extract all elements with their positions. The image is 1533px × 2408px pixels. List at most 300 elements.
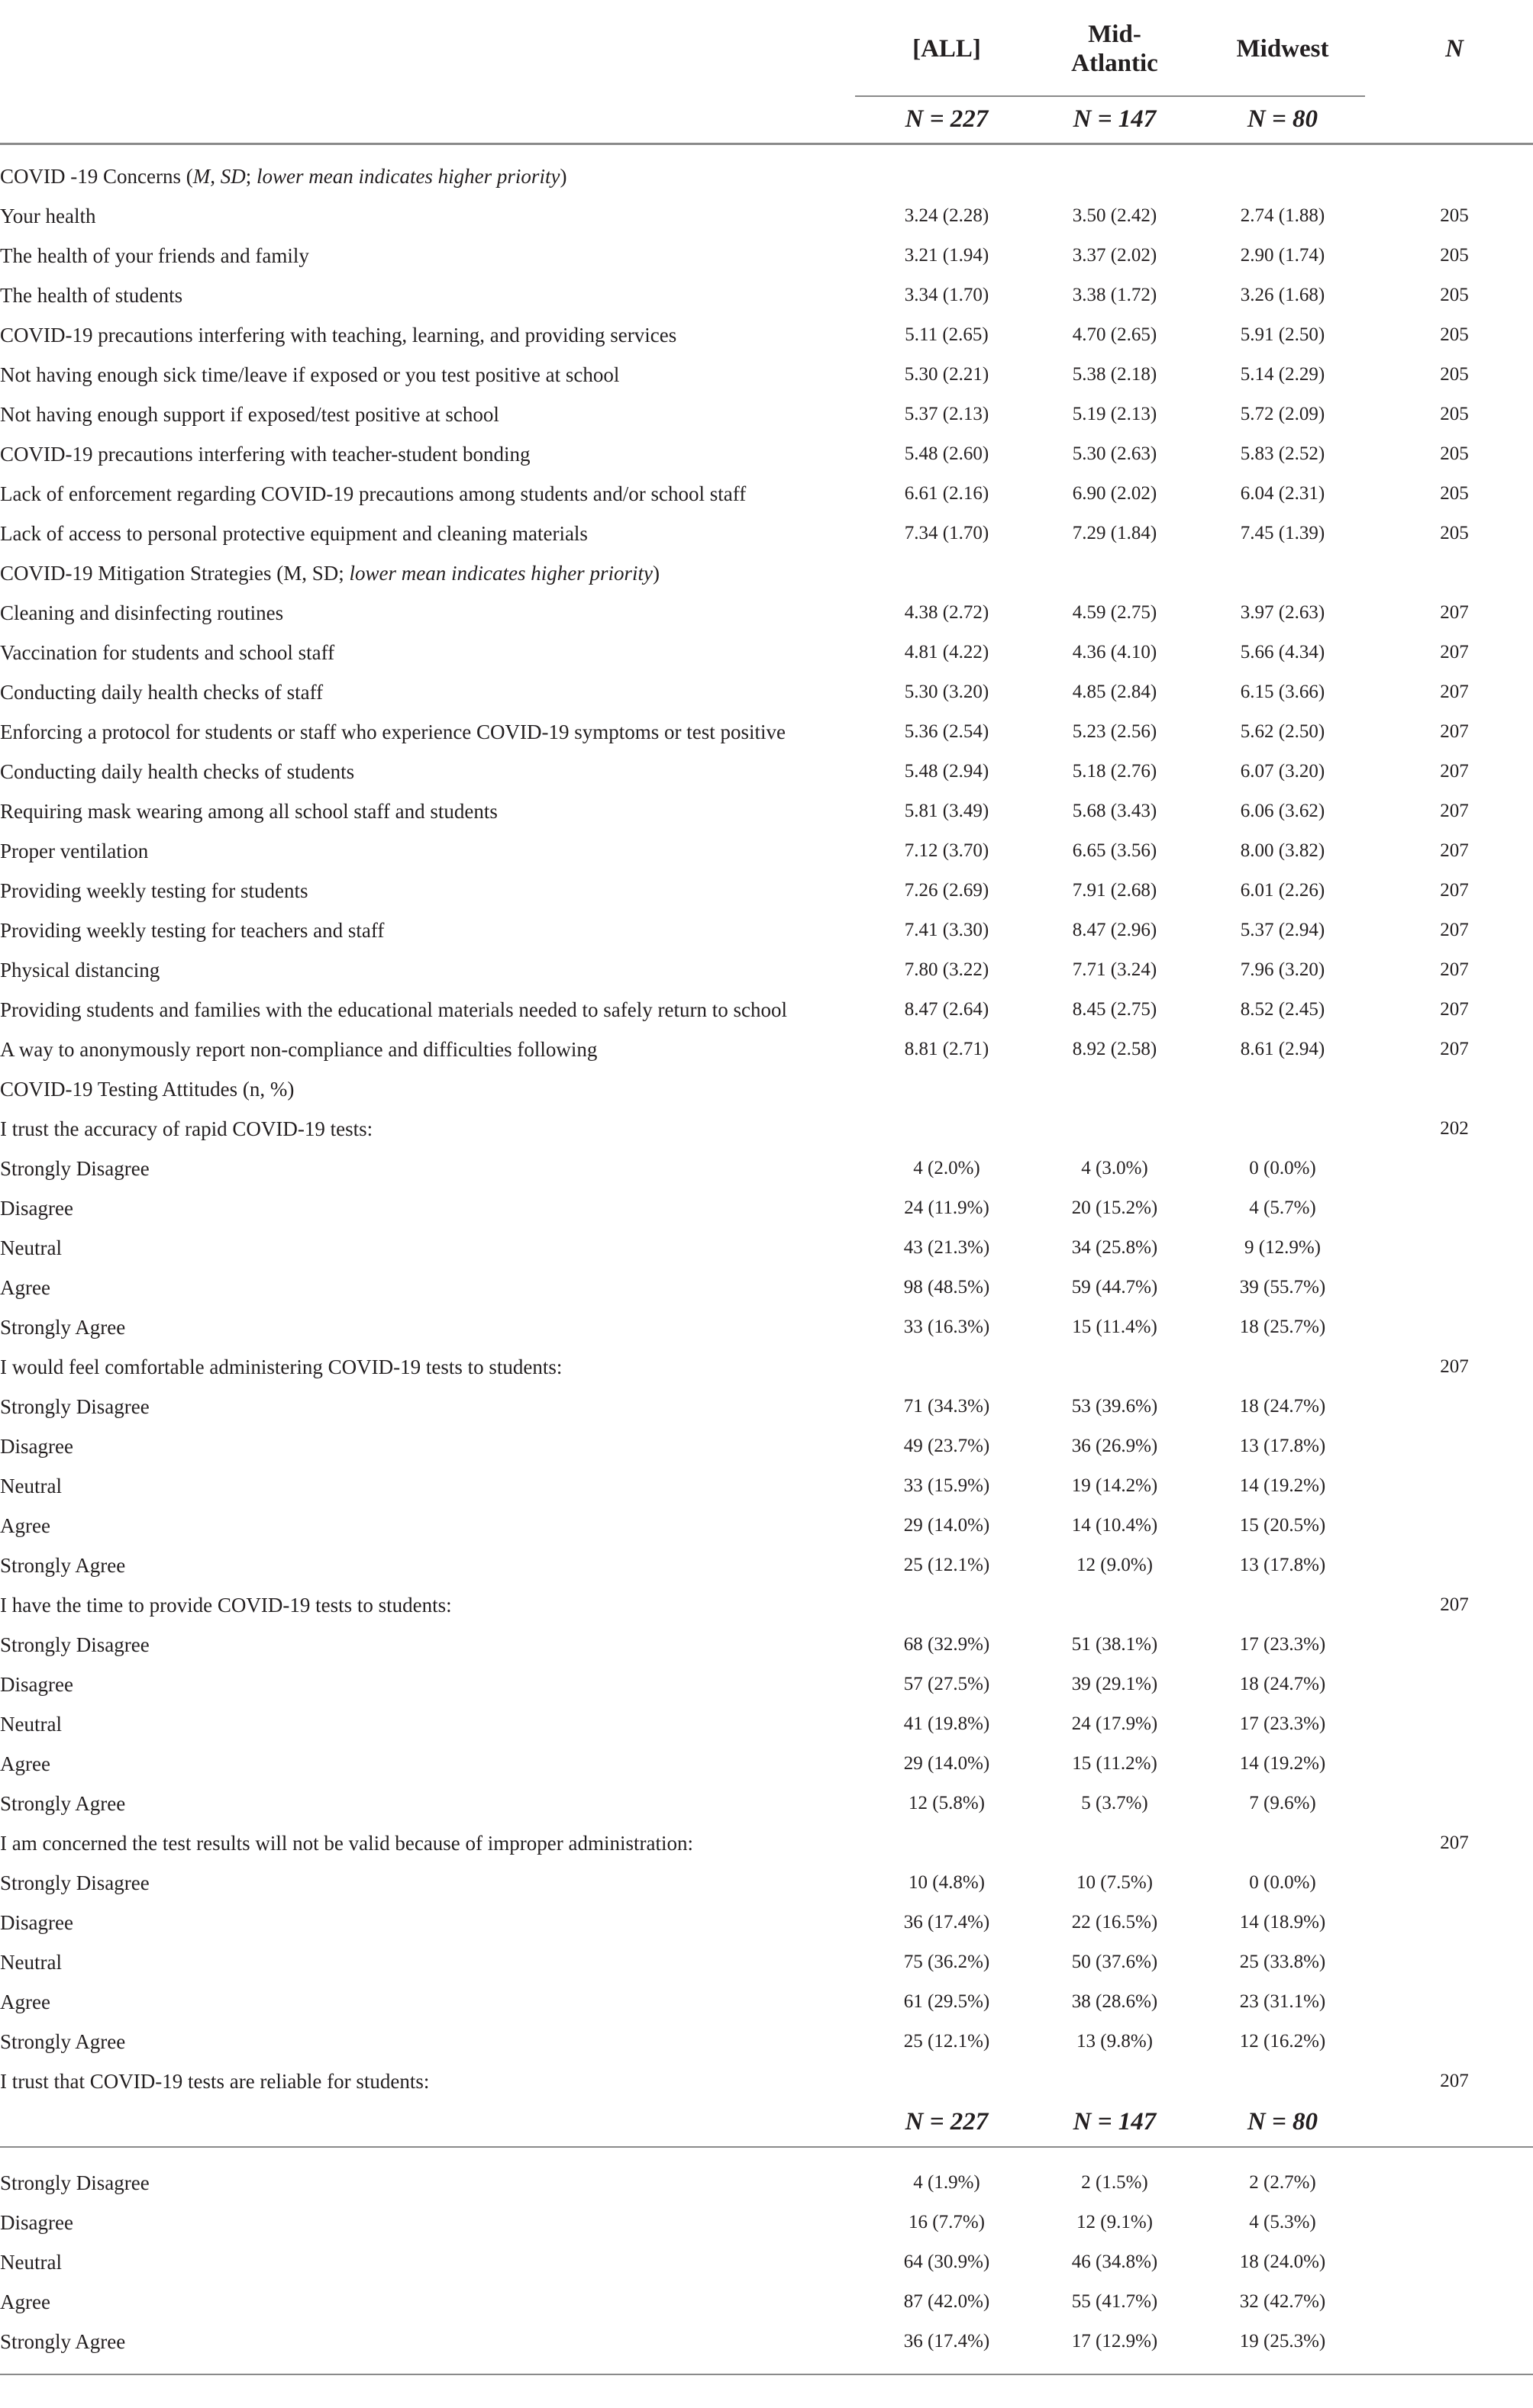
cell-mid-atlantic: 20 (15.2%) [1071,1198,1158,1218]
cell-mid-atlantic [1038,1823,1191,1863]
cell-n [1378,1506,1531,1546]
row-label: Neutral [0,1475,62,1497]
table-row [0,752,1533,791]
cell-mid-atlantic: 53 (39.6%) [1071,1396,1158,1417]
row-label: Proper ventilation [0,840,149,862]
mid-rule [0,2146,1533,2148]
cell-all: 7.80 (3.22) [904,959,989,980]
cell-midwest: 32 (42.7%) [1239,2291,1326,2312]
cell-all: 4.38 (2.72) [904,602,989,623]
cell-midwest: 6.07 (3.20) [1240,761,1325,782]
cell-mid-atlantic: 50 (37.6%) [1071,1952,1158,1972]
table-row [0,871,1533,911]
table-row [0,1506,1533,1546]
cell-midwest: 5.62 (2.50) [1240,721,1325,742]
table-row [0,1704,1533,1744]
cell-mid-atlantic: 5.38 (2.18) [1072,364,1157,385]
cell-mid-atlantic: 7.29 (1.84) [1072,523,1157,543]
cell-n [1378,1268,1531,1307]
table-row [0,2242,1533,2282]
row-label: Strongly Agree [0,1792,126,1815]
cell-midwest: 18 (24.7%) [1239,1396,1326,1417]
cell-n [1378,2282,1531,2322]
row-label: Your health [0,205,96,227]
row-label: Disagree [0,1435,73,1458]
table-row [0,2163,1533,2203]
row-label: The health of your friends and family [0,244,309,267]
cell-n [1378,1903,1531,1942]
cell-mid-atlantic: 14 (10.4%) [1071,1515,1158,1536]
cell-all: 7.41 (3.30) [904,920,989,940]
cell-mid-atlantic: 4.85 (2.84) [1072,682,1157,702]
cell-n: 207 [1440,1594,1469,1615]
cell-all: 3.34 (1.70) [904,285,989,305]
row-label: Neutral [0,2251,62,2274]
cell-n [1378,2163,1531,2203]
table-row [0,950,1533,990]
cell-midwest: 5.91 (2.50) [1240,324,1325,345]
cell-mid-atlantic: 39 (29.1%) [1071,1674,1158,1694]
cell-n [1378,1625,1531,1665]
table-row [0,1903,1533,1942]
cell-mid-atlantic: 55 (41.7%) [1071,2291,1158,2312]
cell-midwest: 5.83 (2.52) [1240,443,1325,464]
row-label: Vaccination for students and school staff [0,641,335,664]
cell-mid-atlantic: 5.18 (2.76) [1072,761,1157,782]
cell-all: 8.47 (2.64) [904,999,989,1020]
cell-mid-atlantic: 38 (28.6%) [1071,1991,1158,2012]
cell-mid-atlantic: 17 (12.9%) [1071,2331,1158,2352]
col-header-midwest: Midwest [1236,35,1329,63]
cell-all [870,1585,1023,1625]
cell-mid-atlantic: 5.19 (2.13) [1072,404,1157,424]
table-row [0,1585,1533,1625]
cell-midwest: 2 (2.7%) [1249,2172,1316,2193]
cell-all: 3.24 (2.28) [904,205,989,226]
cell-all: 3.21 (1.94) [904,245,989,266]
table-row [0,395,1533,434]
cell-n: 207 [1440,1356,1469,1377]
cell-mid-atlantic: 51 (38.1%) [1071,1634,1158,1655]
col-header-n: N [1445,35,1464,63]
cell-n [1378,1942,1531,1982]
table-row [0,1030,1533,1069]
row-label: Agree [0,1276,50,1299]
cell-mid-atlantic: 3.37 (2.02) [1072,245,1157,266]
cell-midwest: 4 (5.3%) [1249,2212,1316,2232]
section-testing: COVID-19 Testing Attitudes (n, %) [0,1078,295,1101]
cell-n: 205 [1440,324,1469,345]
cell-midwest: 18 (24.0%) [1239,2252,1326,2272]
row-label: Agree [0,1752,50,1775]
cell-all: 98 (48.5%) [903,1277,990,1297]
col-header-mid-line1: Mid- [1088,21,1141,48]
cell-midwest: 25 (33.8%) [1239,1952,1326,1972]
cell-mid-atlantic: 5.23 (2.56) [1072,721,1157,742]
cell-midwest: 13 (17.8%) [1239,1436,1326,1456]
cell-n [1378,1546,1531,1585]
cell-n: 207 [1440,1039,1469,1059]
row-label: Requiring mask wearing among all school staff and students [0,800,498,823]
table-row [0,1387,1533,1426]
table-row [0,1307,1533,1347]
cell-midwest: 8.52 (2.45) [1240,999,1325,1020]
cell-n: 207 [1440,642,1469,662]
table-row [0,1149,1533,1188]
table-row [0,276,1533,315]
cell-mid-atlantic: 22 (16.5%) [1071,1912,1158,1933]
table-row [0,712,1533,752]
row-label: Physical distancing [0,959,160,982]
row-label: Strongly Disagree [0,1633,150,1656]
cell-n: 205 [1440,245,1469,266]
row-label: COVID-19 precautions interfering with teacher-student bonding [0,443,531,466]
cell-midwest: 17 (23.3%) [1239,1634,1326,1655]
row-label: I trust that COVID-19 tests are reliable for students: [0,2070,430,2093]
cell-all [870,1823,1023,1863]
table-row [0,1188,1533,1228]
cell-midwest: 3.97 (2.63) [1240,602,1325,623]
row-label: Strongly Agree [0,1316,126,1339]
cell-n: 207 [1440,602,1469,623]
cell-all [870,2061,1023,2101]
cell-all: 4 (2.0%) [913,1158,980,1178]
cell-mid-atlantic: 4.59 (2.75) [1072,602,1157,623]
row-label: I would feel comfortable administering COVID-19 tests to students: [0,1356,563,1378]
cell-mid-atlantic: 5.30 (2.63) [1072,443,1157,464]
cell-all: 57 (27.5%) [903,1674,990,1694]
cell-mid-atlantic: 7.71 (3.24) [1072,959,1157,980]
cell-n: 207 [1440,1833,1469,1853]
cell-all: 7.12 (3.70) [904,840,989,861]
bottom-rule [0,2374,1533,2375]
cell-midwest: 23 (31.1%) [1239,1991,1326,2012]
row-label: Neutral [0,1951,62,1974]
cell-n: 205 [1440,364,1469,385]
row-label: Providing students and families with the educational materials needed to safely return to school [0,998,787,1021]
cell-midwest: 19 (25.3%) [1239,2331,1326,2352]
row-label: Strongly Agree [0,2030,126,2053]
cell-n: 207 [1440,2071,1469,2091]
cell-midwest: 8.00 (3.82) [1240,840,1325,861]
table-row [0,1347,1533,1387]
row-label: Conducting daily health checks of students [0,760,355,783]
cell-midwest: 7 (9.6%) [1249,1793,1316,1813]
row-label: I trust the accuracy of rapid COVID-19 tests: [0,1117,373,1140]
table-row [0,315,1533,355]
cell-mid-atlantic: 8.47 (2.96) [1072,920,1157,940]
row-label: Neutral [0,1236,62,1259]
cell-midwest [1206,2061,1359,2101]
table-row [0,434,1533,474]
cell-n [1378,1426,1531,1466]
cell-mid-atlantic: 7.91 (2.68) [1072,880,1157,901]
cell-midwest: 0 (0.0%) [1249,1872,1316,1893]
cell-n [1378,1466,1531,1506]
cell-n: 202 [1440,1118,1469,1139]
col-header-mid-line2: Atlantic [1071,50,1158,77]
table-row [0,990,1533,1030]
table-row [0,2061,1533,2101]
row-label: Disagree [0,1911,73,1934]
cell-midwest: 6.01 (2.26) [1240,880,1325,901]
cell-n [1378,2322,1531,2361]
cell-mid-atlantic: 8.45 (2.75) [1072,999,1157,1020]
section-mitigation: COVID-19 Mitigation Strategies (M, SD; lower mean indicates higher priority) [0,562,660,585]
row-label: Lack of enforcement regarding COVID-19 precautions among students and/or school staff [0,482,747,505]
table-row [0,1466,1533,1506]
cell-all: 6.61 (2.16) [904,483,989,504]
table-row [0,633,1533,672]
cell-n [1378,1744,1531,1784]
row-label: Disagree [0,1197,73,1220]
cell-n [1378,1188,1531,1228]
cell-midwest: 5.14 (2.29) [1240,364,1325,385]
cell-midwest [1206,1347,1359,1387]
row-label: Conducting daily health checks of staff [0,681,324,704]
cell-n [1378,1863,1531,1903]
cell-mid-atlantic: 5 (3.7%) [1081,1793,1148,1813]
cell-midwest: 9 (12.9%) [1244,1237,1321,1258]
cell-midwest: 6.06 (3.62) [1240,801,1325,821]
cell-all: 5.30 (3.20) [904,682,989,702]
cell-mid-atlantic: 15 (11.2%) [1072,1753,1157,1774]
cell-all: 43 (21.3%) [903,1237,990,1258]
cell-mid-atlantic: 34 (25.8%) [1071,1237,1158,1258]
cell-n: 207 [1440,801,1469,821]
cell-n: 207 [1440,761,1469,782]
cell-n [1378,1784,1531,1823]
table-row [0,236,1533,276]
cell-all: 16 (7.7%) [909,2212,985,2232]
cell-all [870,1347,1023,1387]
cell-mid-atlantic: 4.36 (4.10) [1072,642,1157,662]
cell-all: 87 (42.0%) [903,2291,990,2312]
cell-mid-atlantic: 3.38 (1.72) [1072,285,1157,305]
table-row [0,791,1533,831]
row-label: Disagree [0,1673,73,1696]
n-all-top: N = 227 [905,105,989,133]
table-row [0,1546,1533,1585]
table-row [0,1982,1533,2022]
cell-mid-atlantic: 15 (11.4%) [1072,1317,1157,1337]
table-row [0,593,1533,633]
cell-all: 25 (12.1%) [903,2031,990,2052]
row-label: I am concerned the test results will not be valid because of improper administration: [0,1832,693,1855]
cell-midwest: 14 (18.9%) [1239,1912,1326,1933]
cell-midwest: 13 (17.8%) [1239,1555,1326,1575]
table-row [0,1625,1533,1665]
row-label: Strongly Disagree [0,1395,150,1418]
cell-n [1378,1665,1531,1704]
cell-midwest: 15 (20.5%) [1239,1515,1326,1536]
cell-mid-atlantic: 6.65 (3.56) [1072,840,1157,861]
cell-mid-atlantic: 3.50 (2.42) [1072,205,1157,226]
cell-all: 7.26 (2.69) [904,880,989,901]
table-row [0,672,1533,712]
row-label: Not having enough support if exposed/test positive at school [0,403,499,426]
cell-midwest: 5.66 (4.34) [1240,642,1325,662]
cell-all: 4 (1.9%) [913,2172,980,2193]
cell-n: 205 [1440,404,1469,424]
row-label: I have the time to provide COVID-19 tests to students: [0,1594,452,1617]
cell-all: 5.48 (2.94) [904,761,989,782]
cell-mid-atlantic: 4 (3.0%) [1081,1158,1148,1178]
row-label: COVID-19 precautions interfering with teaching, learning, and providing services [0,324,677,347]
cell-n: 205 [1440,483,1469,504]
cell-mid-atlantic: 19 (14.2%) [1071,1475,1158,1496]
header-subrule [855,95,1365,97]
cell-midwest: 6.04 (2.31) [1240,483,1325,504]
cell-mid-atlantic: 8.92 (2.58) [1072,1039,1157,1059]
cell-all: 8.81 (2.71) [904,1039,989,1059]
cell-midwest: 8.61 (2.94) [1240,1039,1325,1059]
cell-all: 5.37 (2.13) [904,404,989,424]
table-row [0,1823,1533,1863]
table-row [0,2282,1533,2322]
row-label: Neutral [0,1713,62,1736]
cell-all: 29 (14.0%) [903,1753,990,1774]
cell-all: 24 (11.9%) [904,1198,989,1218]
cell-all: 33 (16.3%) [903,1317,990,1337]
cell-all: 49 (23.7%) [903,1436,990,1456]
cell-mid-atlantic [1038,2061,1191,2101]
row-label: Agree [0,1991,50,2013]
table-row [0,1744,1533,1784]
cell-midwest: 3.26 (1.68) [1240,285,1325,305]
row-label: Providing weekly testing for students [0,879,308,902]
cell-all: 7.34 (1.70) [904,523,989,543]
cell-all: 5.36 (2.54) [904,721,989,742]
cell-all: 68 (32.9%) [903,1634,990,1655]
cell-mid-atlantic [1038,1347,1191,1387]
cell-n: 207 [1440,880,1469,901]
table-row [0,2203,1533,2242]
cell-mid-atlantic: 4.70 (2.65) [1072,324,1157,345]
cell-midwest: 7.96 (3.20) [1240,959,1325,980]
row-label: Disagree [0,2211,73,2234]
cell-mid-atlantic: 59 (44.7%) [1071,1277,1158,1297]
col-header-all: [ALL] [912,35,981,63]
row-label: Agree [0,2290,50,2313]
cell-n [1378,2203,1531,2242]
cell-midwest [1206,1585,1359,1625]
cell-mid-atlantic [1038,1585,1191,1625]
cell-n [1378,1228,1531,1268]
cell-all: 41 (19.8%) [903,1713,990,1734]
cell-midwest: 5.37 (2.94) [1240,920,1325,940]
col-header-mid-atlantic [1023,20,1206,78]
cell-all: 61 (29.5%) [903,1991,990,2012]
cell-midwest: 2.90 (1.74) [1240,245,1325,266]
table-row [0,196,1533,236]
cell-n [1378,2022,1531,2061]
cell-n: 207 [1440,840,1469,861]
cell-midwest: 18 (24.7%) [1239,1674,1326,1694]
table-row [0,1426,1533,1466]
cell-midwest [1206,1823,1359,1863]
cell-n: 207 [1440,721,1469,742]
n-mid-bottom: N = 147 [1073,2108,1157,2136]
cell-n [1378,1149,1531,1188]
table-row [0,474,1533,514]
cell-mid-atlantic [1038,1109,1191,1149]
cell-mid-atlantic: 6.90 (2.02) [1072,483,1157,504]
cell-n: 205 [1440,523,1469,543]
table-row [0,355,1533,395]
table-row [0,911,1533,950]
cell-n [1378,1982,1531,2022]
cell-mid-atlantic: 36 (26.9%) [1071,1436,1158,1456]
row-label: Enforcing a protocol for students or staff who experience COVID-19 symptoms or test positive [0,720,786,743]
cell-all [870,1109,1023,1149]
cell-n: 207 [1440,959,1469,980]
cell-midwest: 6.15 (3.66) [1240,682,1325,702]
cell-midwest: 4 (5.7%) [1249,1198,1316,1218]
cell-midwest: 0 (0.0%) [1249,1158,1316,1178]
cell-mid-atlantic: 5.68 (3.43) [1072,801,1157,821]
cell-all: 25 (12.1%) [903,1555,990,1575]
table-row [0,514,1533,553]
cell-all: 5.11 (2.65) [905,324,989,345]
cell-midwest: 39 (55.7%) [1239,1277,1326,1297]
cell-all: 4.81 (4.22) [904,642,989,662]
table-row [0,831,1533,871]
row-label: The health of students [0,284,183,307]
row-label: Strongly Disagree [0,1871,150,1894]
cell-all: 36 (17.4%) [903,2331,990,2352]
cell-n [1378,1387,1531,1426]
cell-midwest: 18 (25.7%) [1239,1317,1326,1337]
row-label: Strongly Agree [0,1554,126,1577]
cell-midwest [1206,1109,1359,1149]
cell-midwest: 14 (19.2%) [1239,1753,1326,1774]
cell-n [1378,1307,1531,1347]
row-label: Strongly Agree [0,2330,126,2353]
cell-n: 207 [1440,920,1469,940]
table-row [0,1665,1533,1704]
cell-mid-atlantic: 2 (1.5%) [1081,2172,1148,2193]
row-label: A way to anonymously report non-compliance and difficulties following [0,1038,598,1061]
cell-all: 75 (36.2%) [903,1952,990,1972]
n-all-bottom: N = 227 [905,2108,989,2136]
cell-all: 33 (15.9%) [903,1475,990,1496]
table-row [0,2022,1533,2061]
cell-all: 71 (34.3%) [903,1396,990,1417]
n-midwest-bottom: N = 80 [1247,2108,1318,2136]
cell-midwest: 14 (19.2%) [1239,1475,1326,1496]
cell-midwest: 2.74 (1.88) [1240,205,1325,226]
cell-mid-atlantic: 13 (9.8%) [1076,2031,1153,2052]
cell-all: 12 (5.8%) [909,1793,985,1813]
cell-all: 5.30 (2.21) [904,364,989,385]
cell-midwest: 17 (23.3%) [1239,1713,1326,1734]
row-label: Lack of access to personal protective equipment and cleaning materials [0,522,588,545]
row-label: Not having enough sick time/leave if exposed or you test positive at school [0,363,620,386]
cell-mid-atlantic: 10 (7.5%) [1076,1872,1153,1893]
table-row [0,1863,1533,1903]
cell-n: 205 [1440,443,1469,464]
table-row [0,1228,1533,1268]
row-label: Strongly Disagree [0,1157,150,1180]
n-midwest-top: N = 80 [1247,105,1318,133]
cell-n: 205 [1440,285,1469,305]
cell-n: 207 [1440,999,1469,1020]
cell-all: 10 (4.8%) [909,1872,985,1893]
cell-all: 29 (14.0%) [903,1515,990,1536]
row-label: Cleaning and disinfecting routines [0,601,284,624]
section-concerns: COVID -19 Concerns (M, SD; lower mean indicates higher priority) [0,165,567,188]
